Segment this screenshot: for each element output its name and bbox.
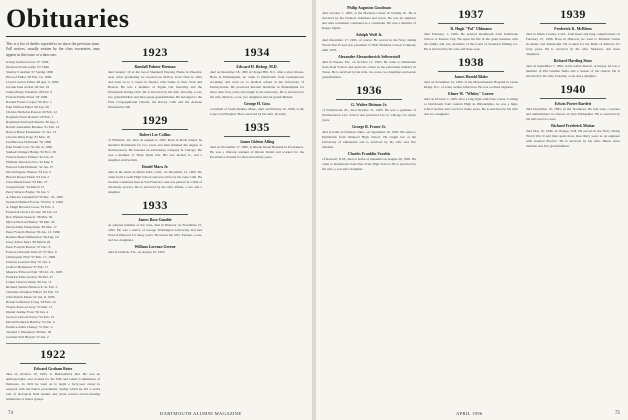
obituary-text: died in Naples, Fla., on October 17, 1995. He came to Dartmouth from Kent School and spent his career in the petroleum industry in Texas. He is survived by his wife, two sons, two daughters and seven grandchildren. — [322, 60, 416, 79]
obituary-name: Robert Lee Collins — [139, 133, 171, 137]
obituary-name: Randall Palmer Herman — [134, 65, 176, 69]
obituary-name: G. Walter Dittmar Jr. — [351, 103, 387, 107]
deaths-list-item: Francis Christian Walcott '37 Dec. 8 — [6, 250, 57, 255]
deaths-list-item: Francis Pennor Walker '32 Jan. 21 — [6, 155, 54, 160]
left-column-2 — [108, 42, 202, 404]
class-year-rule — [122, 214, 188, 215]
deaths-list-item: Elwood Fuller '28 Feb. 14, 1996 — [6, 75, 52, 80]
class-year-rule — [540, 98, 606, 99]
deaths-list-item: Grafton Hollistern '37 Feb. 17 — [6, 265, 49, 270]
deaths-list-item: Randolph Kurzweil Martin '30 Apr. 5 — [6, 120, 59, 125]
deaths-list-item: Ronald Foster Cooper '29 Dec. 1 — [6, 100, 52, 105]
class-year-rule — [20, 363, 86, 364]
obituary-text: died October 7, 1995, at the Madison Center in Stirling, Ill. He is survived by his brothers, Kathleen and Jason. He was an engineer and after retirement continued as a consultant. He was a member of Kappa Sigma. — [322, 11, 416, 30]
obituary-name: Edward H. Bishop, M.D. — [236, 65, 278, 69]
intro-text: This is a list of deaths reported to us since the previous issue. Full notices, usually written by the class secretaries, may appear in this issue or a later one. — [6, 42, 100, 57]
footer-date: APRIL 1996 — [456, 411, 483, 416]
class-year-heading: 1923 — [142, 45, 168, 59]
deaths-list-item: Reginald Trent Roberts '29 Feb. 1 — [6, 115, 54, 120]
class-year-heading: 1934 — [244, 45, 270, 59]
class-year-rule — [224, 136, 290, 137]
deaths-list-item: Richard Sabine Hitchcock '41 Feb. 3 — [6, 285, 58, 290]
deaths-list-item: Lloyd Lawton Fuller '28 Apr. 5, 1996 — [6, 80, 59, 85]
class-year-heading: 1935 — [244, 120, 270, 134]
deaths-list-item: Maurice Ellwood Nutt '38 Oct. 21, 1995 — [6, 270, 63, 275]
obituary-text: of Wilmette, Ill., died on August 6, 1995. Born in Rock Island, he attended Dartmouth for two years and then finished his degree at Northwestern. He founded an advertising company in Chicago. He was a member of Theta Delta Chi. His son, Robert Jr., and a daughter survive him. — [108, 138, 202, 162]
class-year-heading: 1922 — [40, 347, 66, 362]
obituary-name: James Rose Gamble — [138, 218, 172, 222]
title-rule — [6, 36, 306, 37]
obituary-name: William Lorenzo Greene — [134, 245, 176, 249]
deaths-list-item: Jackson Leverett Day '37 Jan. 4 — [6, 260, 51, 265]
page-title: Obituaries — [6, 4, 130, 33]
deaths-list-item: Paul Wilfred Fuller '29 Jan. 29 — [6, 105, 49, 110]
deaths-list-item: A. Hugh Howard Gross '35 Feb. 3 — [6, 205, 54, 210]
deaths-list-item: Gardner Earl Bryant '72 Jan. 2 — [6, 335, 49, 340]
class-year-rule — [540, 23, 606, 24]
deaths-list-item: Norman Hubbel Fowler '35 Feb. 3, 1996 — [6, 200, 63, 205]
left-column-3 — [210, 42, 304, 404]
deaths-list-item: Barron Bruce Fessenden '31 Jan. 13 — [6, 130, 57, 135]
deaths-list-item: Norman Frank Gallie '27 1996 — [6, 65, 49, 70]
obituary-text: died February 1, 1996. He entered Dartmouth from Pembroke School of Kansas City. He spent his life in the grain business with his family and was chairman of the board of Standard Milling Co. He is survived by his wife and three sons. — [424, 32, 518, 51]
obituary-name: Alexander Alexandrovich Seliverstoff — [337, 55, 401, 59]
class-year-rule — [224, 61, 290, 62]
deaths-list-item: A. Herrera Leadenfeld '35 Dec. 25, 1995 — [6, 195, 64, 200]
deaths-list-item: Robert Alexander Brenner '31 Feb. 14 — [6, 125, 60, 130]
class-year-heading: 1933 — [142, 198, 168, 212]
class-year-rule — [438, 23, 504, 24]
deaths-list-item: Peter Forsyth Burton '37 Dec. 8 — [6, 245, 51, 250]
obituary-text: died in Marin County, Calif., from heart and lung complications on February 27, 1996. Born in Hanover, he went to Kimball Union Academy and Dartmouth. He worked for the Bank of America for forty years. He is survived by his wife, Marjorie, and three daughters. — [526, 32, 620, 56]
obituary-name: Richard Harding Shaw — [553, 59, 593, 63]
obituary-text: of Roswell, N.M., died at home of leukemia on August 20, 1995. He came to Dartmouth from New Trier High School. He is survived by his wife, a son and a daughter. — [322, 157, 416, 171]
class-year-rule — [122, 61, 188, 62]
obituary-name: George H. Goss — [243, 102, 271, 106]
right-page — [316, 0, 628, 420]
deaths-list-item: Perry Weston Fogler '34 Jan. 5 — [6, 190, 49, 195]
obituary-name: Elmer W. "Whitey" Leaver — [448, 92, 494, 96]
deaths-list-item: John Marsh Dean '33 Mar. 27 — [6, 180, 48, 185]
deaths-list-item: Francis Emile Triest '28 1996 — [6, 95, 48, 100]
deaths-list-item: Gordon Lincoln Eaves '52 Feb. 15 — [6, 315, 55, 320]
deaths-list-item: Wayne Prescott Gray '45 Mar. 13 — [6, 305, 53, 310]
obituary-text: a resident of South Dennis, Mass., died on February 10, 1996, at the Cape Cod Hospital. He is survived by his wife, Dorothy. — [210, 107, 304, 116]
deaths-list-item: James Brady Whaman '28 Feb. 9 — [6, 90, 53, 95]
obituary-name: R. Hugh "Pal" Uhlmann — [450, 27, 492, 31]
deaths-list-item: Irving Sanford Gross '27 1996 — [6, 60, 49, 65]
obituary-name: Richard Frederick Mattar — [551, 124, 595, 128]
right-column-3 — [526, 4, 620, 404]
deaths-list-item: Samuel Ottinger Bailey '32 Nov. 30 — [6, 150, 56, 155]
footer-magazine-name: DARTMOUTH ALUMNI MAGAZINE — [160, 411, 242, 416]
deaths-list-item: Stanley Coleman '27 Spring 1996 — [6, 70, 54, 75]
obituary-name: Edwin Porter Bartlett — [554, 102, 592, 106]
class-year-heading: 1937 — [458, 7, 484, 21]
obituary-name: Daniel Mara Jr. — [141, 165, 169, 169]
deaths-list-item: Fredrick Ellis Gordon '39 Feb. 27 — [6, 275, 54, 280]
obituary-text: died January 10 at the Good Shepherd Nursing Home in Phoenix, Ariz. After graduating, he received an M.B.A. from Tuck in 1924 and went on to a career in finance with banks in New York and Boston. He was a member of Sigma Chi fraternity and the Dartmouth Outing Club. He is survived by his wife, Dorothy, a son, two grandchildren and three great-grandchildren. He belonged to the First Congregational Church, the Rotary Club and the Arizona Dartmouth Club. — [108, 70, 202, 109]
class-year-heading: 1938 — [458, 55, 484, 69]
obituary-name: Edward Graham Bates — [33, 367, 73, 372]
obituary-text: died in Orlando, Fla., on August 10, 1995. — [108, 250, 166, 254]
deaths-list-item: Joseph Petter '34 March 12 — [6, 185, 44, 190]
obituary-text: died on October 19, 1995, at Haddonfield, Del. He was an anthropologist, and worked for the Fish and Game Commission of Delaware. In 1922 he went on to begin a forty-year career in research with the Dutch government, during which he did a world tour of biological field studies and wrote several award-winning summaries of insect groups. — [6, 372, 100, 402]
left-column-1 — [6, 42, 100, 404]
class-year-heading: 1940 — [560, 82, 586, 96]
deaths-list-item: Jessy Albert Marr '36 March 29 — [6, 240, 51, 245]
obituary-text: died at home in Norman, Okla., on September 19, 1995. He came to Dartmouth from Westport High School. He taught law at the University of Oklahoma and is survived by his wife and five children. — [322, 130, 416, 149]
obituary-text: died December 17, 1995, of cancer. He served in the Navy during World War II and was president of Wolf Brothers Cotton Company until 1978. — [322, 38, 416, 52]
class-year-rule — [438, 71, 504, 72]
deaths-list-item: Myron Howard Bailey '36 Mar. 20 — [6, 220, 55, 225]
deaths-list — [6, 60, 100, 340]
obituary-text: died May 16, 1996, in Orange, N.H. He served in the Navy during World War II and then spent more than thirty years as an engineer with General Electric. He is survived by his wife, Helen, three children and five grandchildren. — [526, 129, 620, 148]
obituary-text: an adopted member of the class, died in Hanover on November 27, 1995. He was a native of George Washington University and had lived in Hanover for many years. He leaves his wife, Eleanor, a son, and two daughters. — [108, 223, 202, 242]
deaths-list-item: Frederick Orvis LeConte '36 Jan. 24 — [6, 210, 57, 215]
page-number-right: 75 — [615, 411, 620, 416]
deaths-list-item: Reuben Hunt Williamson '36 Aug. 19 — [6, 235, 59, 240]
obituary-text: died on October 7, 1995, after a long fight with bone cancer. Coming to Dartmouth from Central High in Philadelphia, he was a high-school teacher and coach for many years. He is survived by his wife and two daughters. — [424, 97, 518, 116]
class-year-rule — [122, 129, 188, 130]
obituary-name: Philip Augustus Goodman — [347, 6, 391, 10]
deaths-list-item: Edward John Hollister '32 Jan. 27 — [6, 165, 54, 170]
obituary-name: George B. Fraser Jr. — [352, 125, 386, 129]
obituary-name: James Gideon Alling — [239, 140, 275, 144]
deaths-list-item: Prentice Allen Cheney '57 Dec. 4 — [6, 325, 53, 330]
obituary-name: Frederick K. McBlenn — [554, 27, 592, 31]
obituary-name: Adolph Wolf Jr. — [355, 33, 383, 37]
right-column-2 — [424, 4, 518, 404]
deaths-list-item: David Allan Wienerman '36 Mar. 17 — [6, 225, 57, 230]
deaths-list-item: Christine Worthen Wilber '42 Feb. 16 — [6, 290, 59, 295]
deaths-list-item: Christopher Holt '37 Mar. 17, 1996 — [6, 255, 56, 260]
obituary-text: died on November 17, 1995, at Rhode Island Hospital in Providence. He was a lifelong resident of Rhode Island and worked for the Providence Journal for more than thirty years. — [210, 145, 304, 159]
deaths-list-item: Paul Walter Carr '32 Jan. 6, 1996 — [6, 145, 53, 150]
page-number-left: 74 — [8, 411, 13, 416]
deaths-list-item: Lamar Clinton Vanns '39 Jan. 11 — [6, 280, 52, 285]
deaths-list-item: Robert Lefferson Troug '43 Feb. 24 — [6, 300, 56, 305]
class-year-rule — [336, 99, 402, 100]
deaths-list-item: William Theodore Fox '32 Mar. 9 — [6, 160, 53, 165]
obituary-text: of Northbrook, Ill., died October 31, 1995. He was a graduate of Northwestern Law School and practiced law in Chicago for many years. — [322, 108, 416, 122]
obituary-text: died on November 22, 1995, at the Massachusetts Hospital in Glens Ridge, N.J., of acute cardiac infarction. He was a retired engineer. — [424, 80, 518, 89]
deaths-list-item: Charles Nicholas Pesson '29 Feb. 12 — [6, 110, 57, 115]
deaths-list-item: Rex Wyman Spencer '36 Mar. 30 — [6, 215, 53, 220]
class-year-heading: 1939 — [560, 7, 586, 21]
left-page — [0, 0, 312, 420]
deaths-list-item: Thomas J. Bennison '58 Dec. 30 — [6, 330, 52, 335]
deaths-list-item: Daniel Justine Frost '50 Jan. 4 — [6, 310, 49, 315]
obituary-text: died on December 18, 1995 at Chapel Hill, N.C. after a short illness. Born in Philadelphia, he came to Dartmouth from Germantown Academy and went on to medical school at the University of Pennsylvania. He practiced internal medicine in Philadelphia for more than forty years and taught at the university. He is survived by his wife, Marion, a son, two daughters and six grandchildren. — [210, 70, 304, 99]
obituary-name: Charles Franklin Voorhis — [347, 152, 391, 156]
deaths-list-item: David Eugene Wanser '33 Jan. 2 — [6, 170, 52, 175]
deaths-list-item: David Frederick Hawley '54 Jan. 9 — [6, 320, 55, 325]
deaths-list-item: John Robert Dunn '42 Jan. 8, 1996 — [6, 295, 55, 300]
deaths-list-item: Ian Burrows Hollander '32 1996 — [6, 140, 52, 145]
obituary-text: died on September 7, 1995, in his native Detroit. A lawyer, he was a member of Phi Gamma Delta and a trustee of his church. He is survived by his wife, Dorothy, a son and a daughter. — [526, 64, 620, 78]
obituary-text: died December 10, 1995, in the Northeast. He had been a teacher and administrator in schools in New Hampshire. He is survived by his wife and two sons. — [526, 107, 620, 121]
obituary-text: died at his home in Marin Park, Calif., on December 21, 1995. He came from Lowell High School and was active in the Glee Club. He became a business man in San Francisco and was partner in a firm of wholesale grocers. He is survived by his wife, Helen, a son and a daughter. — [108, 170, 202, 194]
deaths-list-item: Jerome Paul Jordan '28 Jan. 22 — [6, 85, 50, 90]
deaths-list-item: Harold Dwyer Finch '33 Jan. 2 — [6, 175, 50, 180]
class-year-heading: 1929 — [142, 113, 168, 127]
divider — [6, 343, 100, 344]
right-column-1 — [322, 4, 416, 404]
obituary-name: James Harold Blake — [454, 75, 488, 79]
deaths-list-item: Lincoln Riley Page '31 Mar. 18 — [6, 135, 50, 140]
class-year-heading: 1936 — [356, 83, 382, 97]
deaths-list-item: Peter Forsyth Burton '36 Jan. 13, 1996 — [6, 230, 60, 235]
